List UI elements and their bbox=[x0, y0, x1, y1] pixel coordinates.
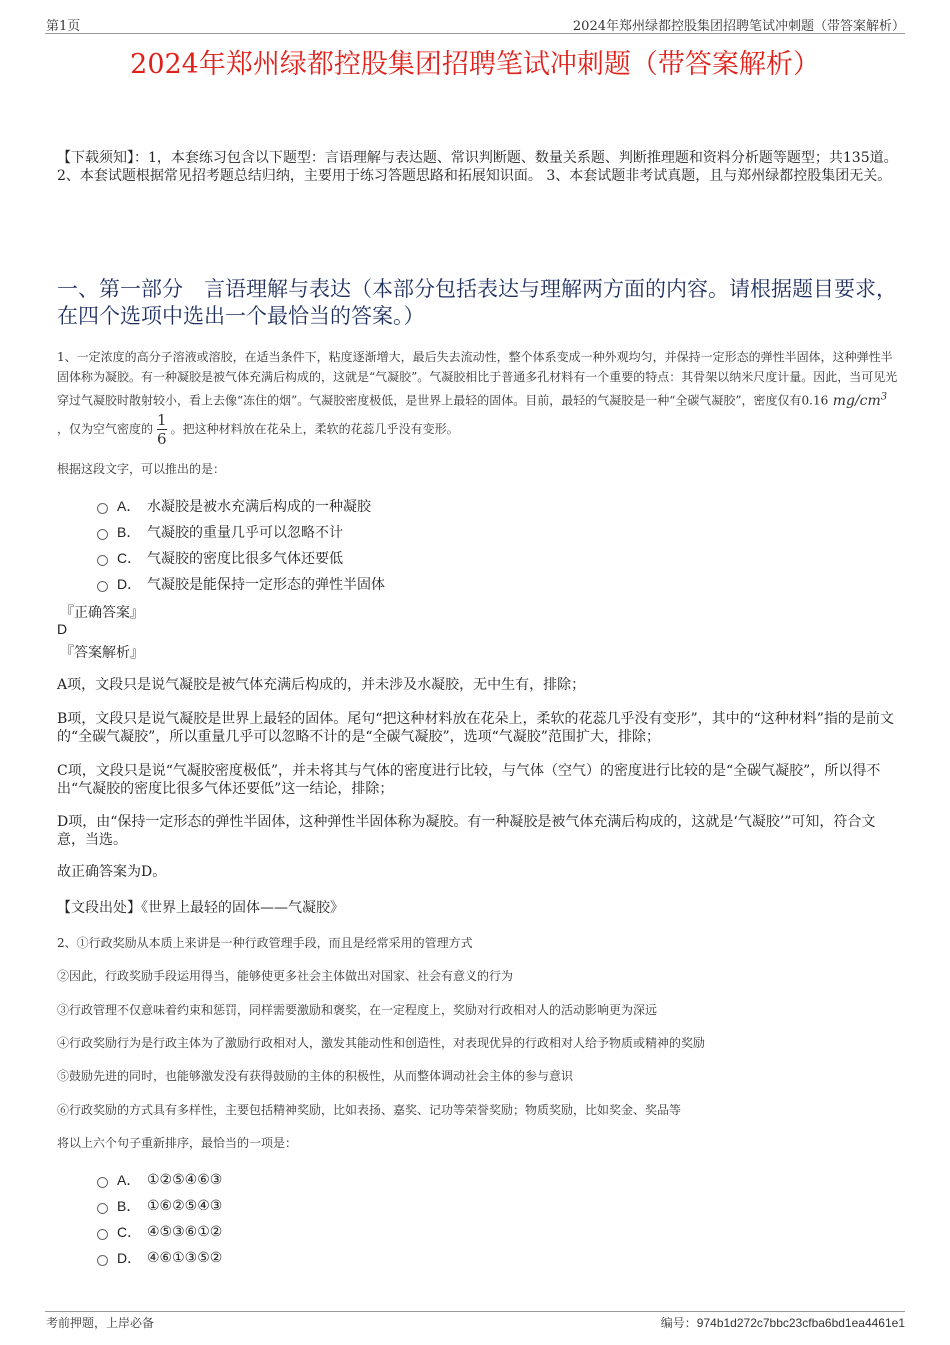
header-divider bbox=[45, 33, 905, 34]
analysis-c: C项，文段只是说“气凝胶密度极低”，并未将其与气体的密度进行比较，与气体（空气）的密度进行比较的是“全碳气凝胶”，所以得不出“气凝胶的密度比很多气体还要低”这一结论，排除； bbox=[57, 763, 881, 797]
analysis-b: B项，文段只是说气凝胶是世界上最轻的固体。尾句“把这种材料放在花朵上，柔软的花蕊几乎没有变形”，其中的“这种材料”指的是前文的“全碳气凝胶”，所以重量几乎可以忽略不计的是“全碳气凝胶”，选项“气凝胶”范围扩大，排除； bbox=[57, 711, 894, 745]
q1-option-c[interactable]: C． 气凝胶的密度比很多气体还要低 bbox=[97, 548, 343, 568]
question-1-prompt: 根据这段文字，可以推出的是： bbox=[57, 462, 226, 476]
section-heading: 一、第一部分 言语理解与表达（本部分包括表达与理解两方面的内容。请根据题目要求，在四个选项中选出一个最恰当的答案。） bbox=[57, 277, 897, 328]
footer-divider bbox=[45, 1311, 905, 1312]
download-notice: 【下载须知】：1，本套练习包含以下题型：言语理解与表达题、常识判断题、数量关系题、判断推理题和资料分析题等题型；共135道。 2、本套试题根据常见招考题总结归纳，主要用于练习答题思路和拓展知识面。 3、本套试题非考试真题，且与郑州绿都控股集团无关。 bbox=[57, 150, 898, 184]
radio-icon[interactable] bbox=[97, 1255, 108, 1266]
footer-slogan: 考前押题，上岸必备 bbox=[46, 1316, 155, 1330]
q2-option-b[interactable]: B． ①⑥②⑤④③ bbox=[97, 1196, 222, 1216]
q2-line-5: ⑤鼓励先进的同时，也能够激发没有获得鼓励的主体的积极性，从而整体调动社会主体的参与意识 bbox=[57, 1069, 574, 1083]
analysis-a: A项，文段只是说气凝胶是被气体充满后构成的，并未涉及水凝胶，无中生有，排除； bbox=[57, 677, 586, 693]
q2-option-d[interactable]: D． ④⑥①③⑤② bbox=[97, 1248, 222, 1268]
footer-code: 编号：974b1d272c7bbc23cfba6bd1ea4461e1 bbox=[660, 1316, 905, 1330]
radio-icon[interactable] bbox=[97, 1229, 108, 1240]
q2-prompt: 将以上六个句子重新排序，最恰当的一项是： bbox=[57, 1136, 298, 1150]
stem-part-a: 1、一定浓度的高分子溶液或溶胶，在适当条件下，粘度逐渐增大，最后失去流动性，整个体系变成一种外观均匀，并保持一定形态的弹性半固体，这种弹性半固体称为凝胶。有一种凝胶是被气体充满后构成的，这就是“气凝胶”。气凝胶相比于普通多孔材料有一个重要的特点：其骨架以纳米尺度计量。因此，当可见光穿过气凝胶时散射较小，看上去像“冻住的烟”。气凝胶密度极低，是世界上最轻的固体。目前，最轻的气凝胶是一种“全碳气凝胶”，密度仅有0.16 bbox=[57, 350, 898, 408]
radio-icon[interactable] bbox=[97, 581, 108, 592]
header-doc-title: 2024年郑州绿都控股集团招聘笔试冲刺题（带答案解析） bbox=[572, 19, 905, 34]
q2-line-4: ④行政奖励行为是行政主体为了激励行政相对人，激发其能动性和创造性，对表现优异的行政相对人给予物质或精神的奖励 bbox=[57, 1036, 706, 1050]
question-1-stem bbox=[57, 347, 902, 448]
q2-line-6: ⑥行政奖励的方式具有多样性，主要包括精神奖励，比如表扬、嘉奖、记功等荣誉奖励；物质奖励，比如奖金、奖品等 bbox=[57, 1103, 682, 1117]
analysis-conclusion: 故正确答案为D。 bbox=[57, 864, 167, 880]
q2-option-c[interactable]: C． ④⑤③⑥①② bbox=[97, 1222, 222, 1242]
radio-icon[interactable] bbox=[97, 555, 108, 566]
stem-part-b: ，仅为空气密度的 bbox=[57, 421, 154, 436]
q2-line-2: ②因此，行政奖励手段运用得当，能够使更多社会主体做出对国家、社会有意义的行为 bbox=[57, 969, 514, 983]
stem-part-c: 。把这种材料放在花朵上，柔软的花蕊几乎没有变形。 bbox=[170, 421, 459, 436]
q2-option-a[interactable]: A． ①②⑤④⑥③ bbox=[97, 1170, 222, 1190]
page-number: 第1页 bbox=[46, 19, 81, 34]
q2-line-3: ③行政管理不仅意味着约束和惩罚，同样需要激励和褒奖，在一定程度上，奖励对行政相对人的活动影响更为深远 bbox=[57, 1003, 658, 1017]
density-unit: $mg/cm^3$ bbox=[832, 391, 888, 409]
passage-source: 【文段出处】《世界上最轻的固体——气凝胶》 bbox=[57, 900, 344, 916]
q1-option-d[interactable]: D． 气凝胶是能保持一定形态的弹性半固体 bbox=[97, 574, 385, 594]
q1-option-b[interactable]: B． 气凝胶的重量几乎可以忽略不计 bbox=[97, 522, 343, 542]
radio-icon[interactable] bbox=[97, 503, 108, 514]
analysis-label: 『答案解析』 bbox=[60, 645, 144, 661]
answer-value: D bbox=[57, 621, 68, 637]
fraction: $\frac{1}{6}$ bbox=[157, 410, 167, 448]
q1-option-a[interactable]: A． 水凝胶是被水充满后构成的一种凝胶 bbox=[97, 496, 371, 516]
radio-icon[interactable] bbox=[97, 1203, 108, 1214]
radio-icon[interactable] bbox=[97, 529, 108, 540]
analysis-d: D项，由“保持一定形态的弹性半固体，这种弹性半固体称为凝胶。有一种凝胶是被气体充满后构成的，这就是‘气凝胶’”可知，符合文意，当选。 bbox=[57, 814, 876, 848]
answer-label: 『正确答案』 bbox=[60, 605, 144, 621]
page-title: 2024年郑州绿都控股集团招聘笔试冲刺题（带答案解析） bbox=[130, 49, 820, 80]
radio-icon[interactable] bbox=[97, 1177, 108, 1188]
q2-line-1: 2、①行政奖励从本质上来讲是一种行政管理手段，而且是经常采用的管理方式 bbox=[57, 936, 473, 950]
